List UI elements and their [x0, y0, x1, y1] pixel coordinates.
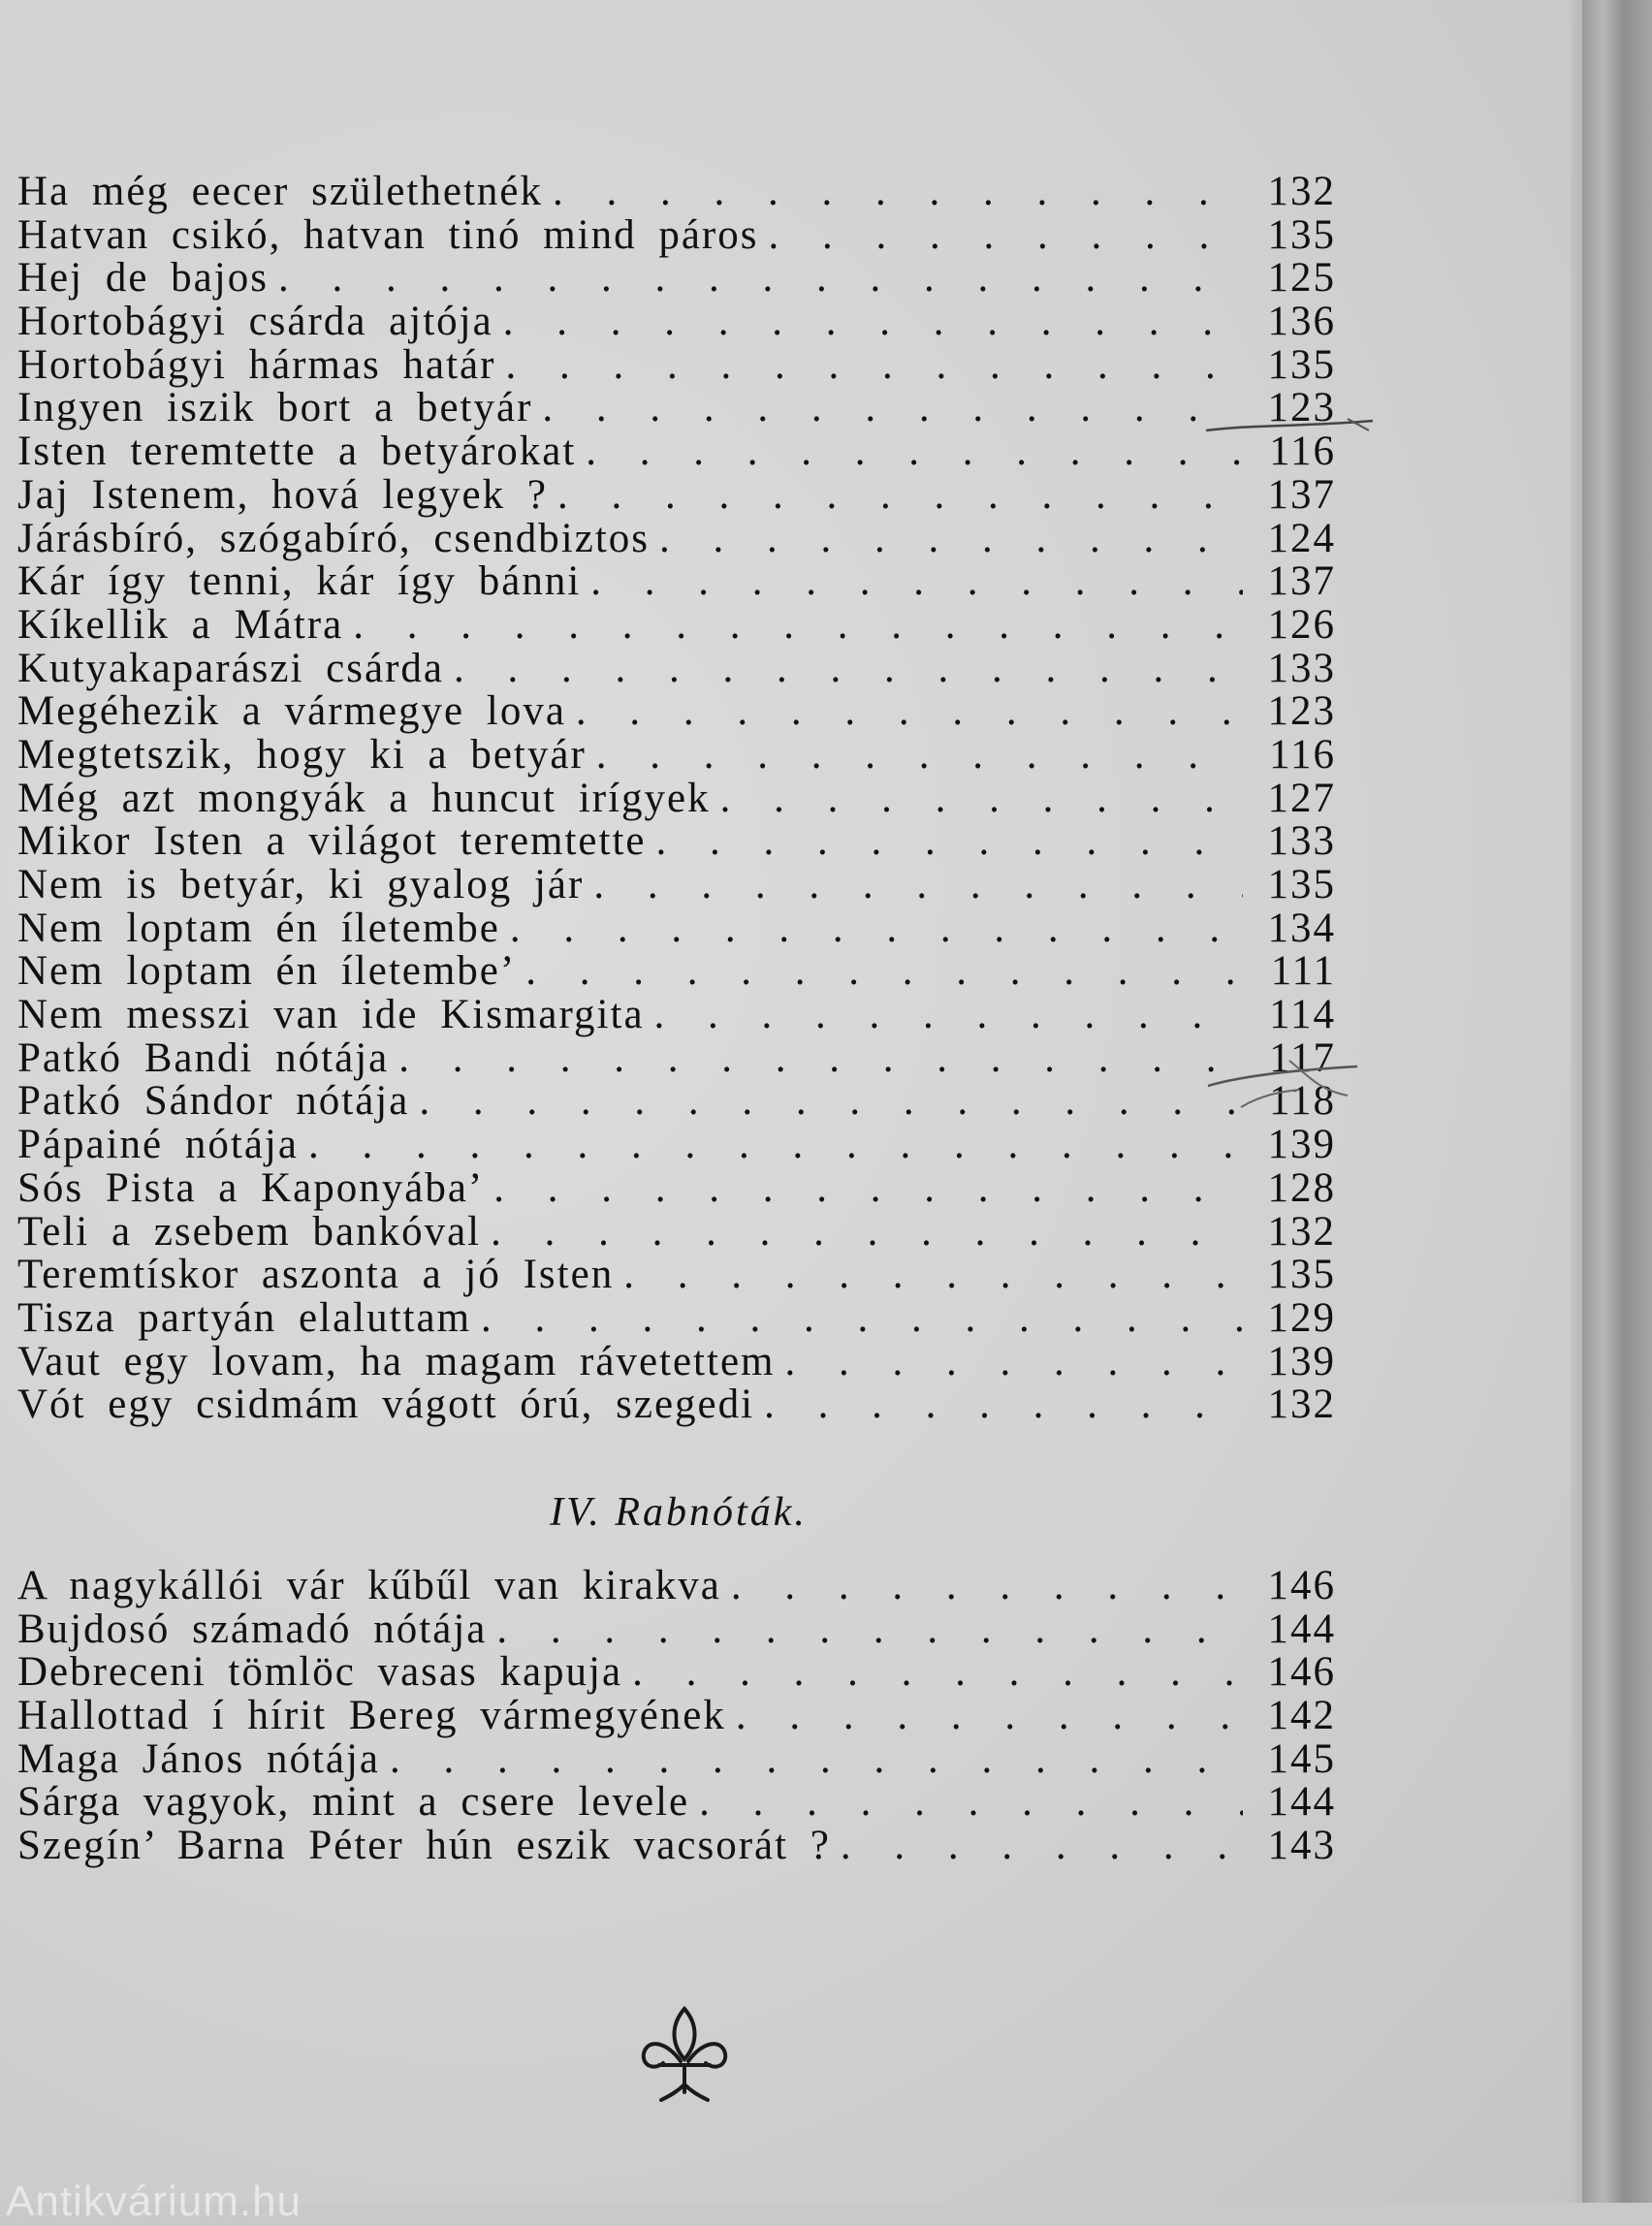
leader-dots — [390, 1738, 1243, 1782]
toc-entry — [17, 1383, 1336, 1427]
toc-entry-page: 128 — [1267, 1164, 1336, 1211]
toc-entry-page: 136 — [1267, 299, 1336, 345]
toc-entry-page: 132 — [1267, 169, 1336, 214]
toc-entry — [17, 471, 1336, 518]
toc-entry-page: 133 — [1267, 645, 1336, 691]
toc-entry-title: Patkó Sándor nótája — [17, 1078, 410, 1125]
toc-entry-title: Patkó Bandi nótája — [17, 1034, 390, 1081]
toc-entry — [17, 1294, 1336, 1341]
leader-dots — [278, 257, 1243, 301]
toc-entry-title: Vót egy csidmám vágott órú, szegedi — [17, 1382, 755, 1428]
leader-dots — [784, 1341, 1243, 1384]
leader-dots — [553, 171, 1243, 214]
leader-dots — [510, 907, 1243, 951]
toc-entry — [17, 1124, 1336, 1167]
toc-entry — [17, 1825, 1336, 1868]
toc-entry-title: Hortobágyi hármas határ — [17, 341, 496, 388]
leader-dots — [623, 1254, 1243, 1297]
leader-dots — [593, 864, 1243, 907]
toc-entry-page: 116 — [1269, 429, 1336, 475]
leader-dots — [557, 474, 1243, 518]
toc-entry-page: 139 — [1267, 1122, 1336, 1168]
toc-entry-title: Pápainé nótája — [17, 1122, 299, 1168]
toc-entry-title: Még azt mongyák a huncut irígyek — [17, 775, 711, 821]
toc-entry-title: Nem loptam én íletembe’ — [17, 948, 517, 995]
toc-entry — [17, 775, 1336, 821]
toc-entry-page: 146 — [1267, 1649, 1336, 1696]
toc-entry-title: Teli a zsebem bankóval — [17, 1208, 482, 1255]
leader-dots — [398, 1037, 1243, 1081]
leader-dots — [731, 1565, 1243, 1608]
leader-dots — [656, 820, 1244, 864]
toc-entry-page: 132 — [1267, 1208, 1336, 1255]
toc-entry-page: 146 — [1267, 1563, 1336, 1608]
toc-entry — [17, 864, 1336, 907]
toc-entry-page: 125 — [1267, 255, 1336, 302]
toc-entry-page: 135 — [1267, 211, 1336, 258]
toc-entry-page: 145 — [1267, 1735, 1336, 1782]
leader-dots — [736, 1695, 1243, 1738]
toc-entry-title: Debreceni tömlöc vasas kapuja — [17, 1649, 623, 1696]
toc-entry — [17, 560, 1336, 604]
leader-dots — [586, 430, 1243, 474]
toc-entry-page: 144 — [1267, 1779, 1336, 1826]
pencil-mark-icon — [1202, 1047, 1367, 1115]
toc-entry-title: Hallottad í hírit Bereg vármegyének — [17, 1693, 726, 1739]
leader-dots — [481, 1297, 1243, 1341]
toc-entry — [17, 1164, 1336, 1211]
toc-entry — [17, 387, 1336, 430]
toc-entry-title: Nem is betyár, ki gyalog jár — [17, 862, 585, 907]
leader-dots — [419, 1080, 1243, 1124]
leader-dots — [596, 734, 1243, 778]
toc-entry — [17, 1608, 1336, 1652]
leader-dots — [308, 1124, 1243, 1167]
toc-entry — [17, 301, 1336, 344]
leader-dots — [505, 344, 1243, 388]
toc-entry — [17, 820, 1336, 864]
leader-dots — [768, 214, 1243, 258]
toc-entry-page: 126 — [1267, 601, 1336, 648]
section-heading: IV. Rabnóták. — [550, 1490, 808, 1535]
toc-entry-title: Nem loptam én íletembe — [17, 905, 500, 951]
leader-dots — [525, 950, 1243, 994]
toc-entry — [17, 645, 1336, 691]
toc-entry-page: 132 — [1267, 1382, 1336, 1428]
toc-entry — [17, 171, 1336, 214]
toc-entry — [17, 1338, 1336, 1384]
book-spine — [1582, 0, 1652, 2203]
toc-entry-page: 142 — [1267, 1693, 1336, 1739]
toc-entry-title: Vaut egy lovam, ha magam rávetettem — [17, 1338, 776, 1384]
toc-entry-title: Ingyen iszik bort a betyár — [17, 385, 533, 431]
toc-entry-title: Sárga vagyok, mint a csere levele — [17, 1779, 690, 1826]
toc-entry — [17, 994, 1336, 1037]
toc-entry — [17, 731, 1336, 778]
toc-entry — [17, 1651, 1336, 1695]
leader-dots — [542, 387, 1243, 430]
toc-entry-page: 144 — [1267, 1606, 1336, 1652]
toc-entry — [17, 1034, 1336, 1081]
toc-entry — [17, 430, 1336, 474]
toc-entry-page: 114 — [1269, 992, 1336, 1038]
toc-entry — [17, 1695, 1336, 1738]
toc-entry-title: Tisza partyán elaluttam — [17, 1294, 472, 1341]
toc-entry-page: 137 — [1267, 558, 1336, 605]
leader-dots — [632, 1651, 1243, 1695]
toc-entry-title: Kutyakaparászi csárda — [17, 645, 444, 691]
toc-entry-title: Nem messzi van ide Kismargita — [17, 992, 645, 1038]
pencil-mark-icon — [1202, 407, 1377, 446]
toc-entry — [17, 690, 1336, 734]
leader-dots — [454, 648, 1243, 691]
toc-entry-title: Megéhezik a vármegye lova — [17, 688, 566, 735]
toc-entry — [17, 907, 1336, 951]
toc-entry — [17, 341, 1336, 388]
toc-entry-page: 116 — [1269, 731, 1336, 778]
leader-dots — [496, 1608, 1243, 1652]
toc-entry-page: 135 — [1267, 862, 1336, 907]
toc-entry-page: 135 — [1267, 1252, 1336, 1298]
toc-entry-title: Megtetszik, hogy ki a betyár — [17, 731, 587, 778]
toc-entry-title: Teremtískor aszonta a jó Isten — [17, 1252, 615, 1298]
toc-entry — [17, 1781, 1336, 1825]
table-of-contents-part-1 — [17, 171, 1336, 1427]
toc-entry-page: 135 — [1267, 341, 1336, 388]
toc-entry-title: Hej de bajos — [17, 255, 269, 302]
toc-entry — [17, 601, 1336, 648]
toc-entry-page: 129 — [1267, 1294, 1336, 1341]
toc-entry-page: 117 — [1269, 1034, 1336, 1081]
toc-entry-title: Isten teremtette a betyárokat — [17, 429, 577, 475]
toc-entry — [17, 1565, 1336, 1608]
leader-dots — [654, 994, 1243, 1037]
toc-entry-title: Jaj Istenem, hová legyek ? — [17, 471, 548, 518]
toc-entry-page: 133 — [1267, 818, 1336, 865]
toc-entry-title: Hatvan csikó, hatvan tinó mind páros — [17, 211, 759, 258]
toc-entry-title: Mikor Isten a világot teremtette — [17, 818, 647, 865]
toc-entry-page: 139 — [1267, 1338, 1336, 1384]
toc-entry-page: 123 — [1267, 688, 1336, 735]
leader-dots — [699, 1781, 1243, 1825]
toc-entry-title: A nagykállói vár kűbűl van kirakva — [17, 1563, 721, 1608]
toc-entry-page: 143 — [1267, 1823, 1336, 1869]
toc-entry-title: Kíkellik a Mátra — [17, 601, 344, 648]
leader-dots — [764, 1383, 1243, 1427]
leader-dots — [353, 604, 1243, 648]
toc-entry — [17, 1208, 1336, 1255]
toc-entry — [17, 211, 1336, 258]
fleur-de-lis-icon — [638, 2003, 731, 2106]
watermark: Antikvárium.hu — [6, 2178, 302, 2225]
leader-dots — [493, 1167, 1243, 1211]
toc-entry-page: 111 — [1270, 948, 1336, 995]
toc-entry-title: Kár így tenni, kár így bánni — [17, 558, 582, 605]
leader-dots — [590, 560, 1243, 604]
leader-dots — [720, 778, 1243, 821]
toc-entry — [17, 1735, 1336, 1782]
toc-entry-page: 123 — [1267, 385, 1336, 431]
leader-dots — [841, 1825, 1243, 1868]
toc-entry-page: 118 — [1269, 1078, 1336, 1125]
leader-dots — [576, 690, 1243, 734]
toc-entry — [17, 515, 1336, 561]
toc-entry-page: 124 — [1267, 515, 1336, 561]
toc-entry-page: 137 — [1267, 471, 1336, 518]
toc-entry-title: Hortobágyi csárda ajtója — [17, 299, 493, 345]
toc-entry — [17, 1080, 1336, 1124]
leader-dots — [503, 301, 1243, 344]
toc-entry-page: 127 — [1267, 775, 1336, 821]
table-of-contents-part-2 — [17, 1565, 1336, 1868]
toc-entry-title: Szegín’ Barna Péter hún eszik vacsorát ? — [17, 1823, 831, 1869]
toc-entry-title: Ha még eecer születhetnék — [17, 169, 543, 214]
toc-entry-title: Járásbíró, szógabíró, csendbiztos — [17, 515, 651, 561]
toc-entry — [17, 1254, 1336, 1297]
toc-entry-page: 134 — [1267, 905, 1336, 951]
leader-dots — [659, 518, 1243, 561]
toc-entry-title: Bujdosó számadó nótája — [17, 1606, 488, 1652]
toc-entry-title: Maga János nótája — [17, 1735, 381, 1782]
toc-entry — [17, 950, 1336, 994]
leader-dots — [491, 1211, 1243, 1255]
toc-entry — [17, 257, 1336, 301]
toc-entry-title: Sós Pista a Kaponyába’ — [17, 1164, 485, 1211]
